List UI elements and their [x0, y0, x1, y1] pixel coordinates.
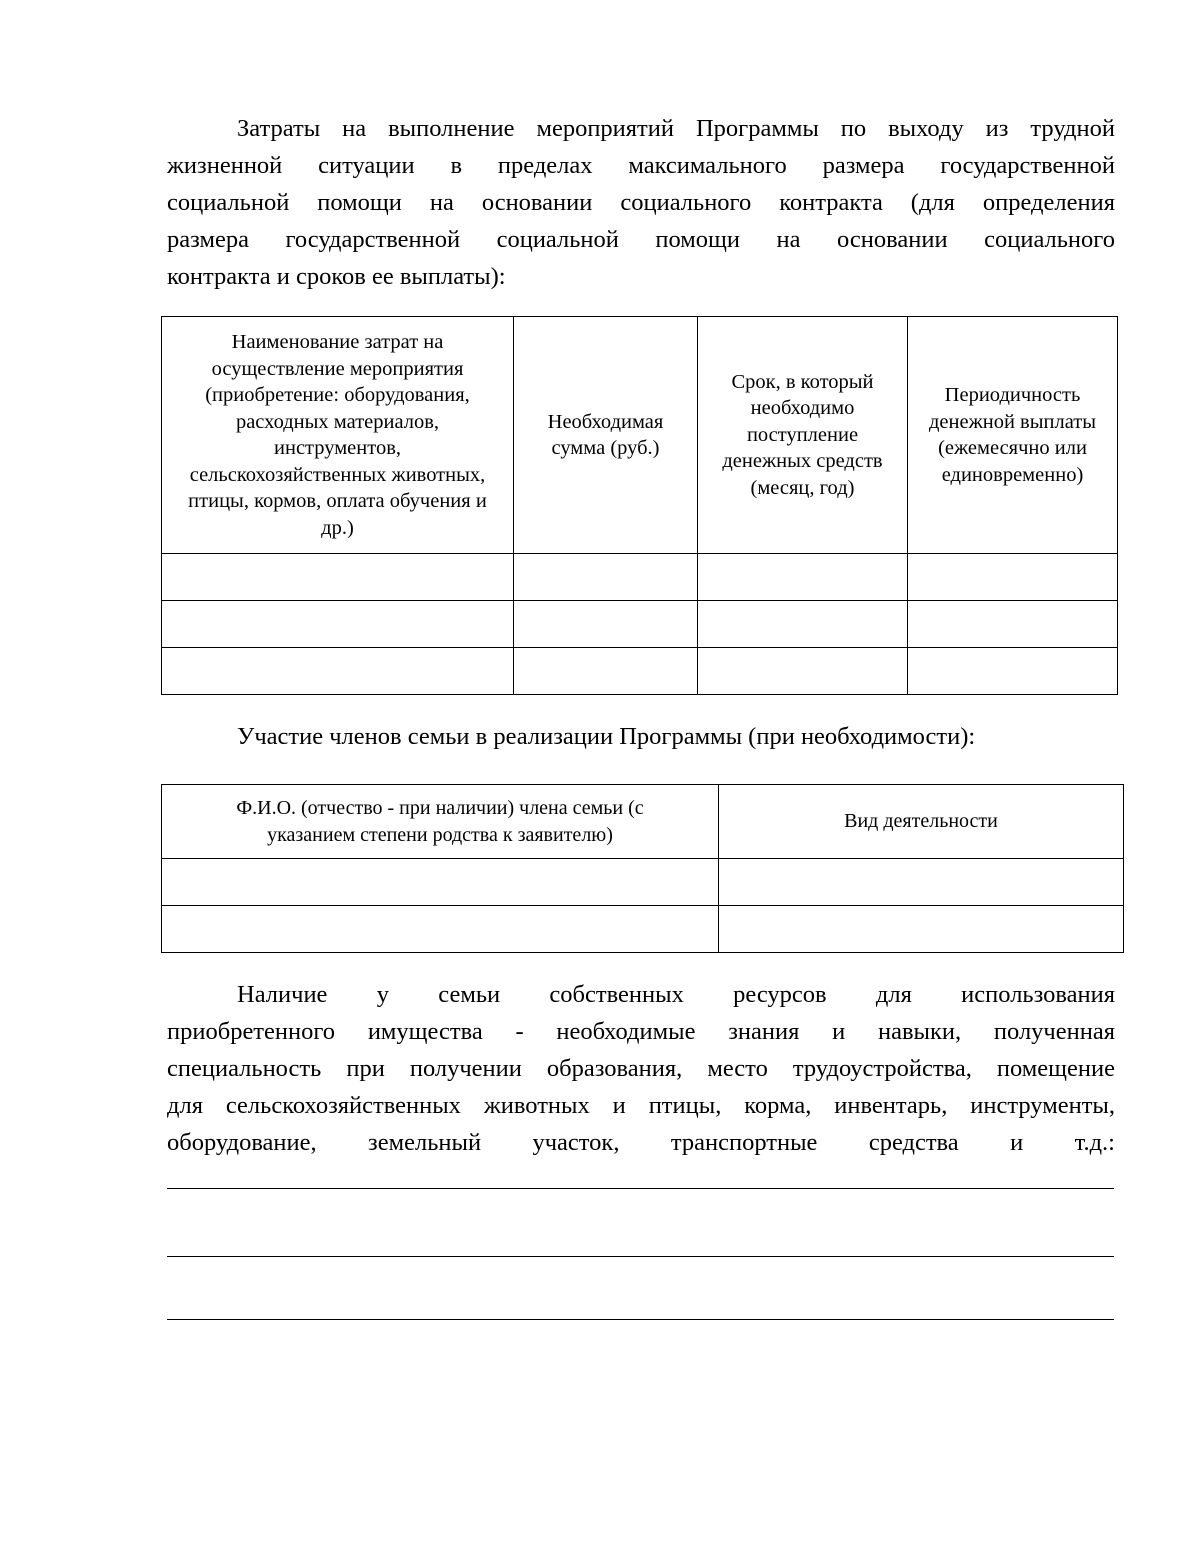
- costs-header-expense-name: Наименование затрат на осуществление мероприятия (приобретение: оборудования, расходных материалов, инструментов, сельскохозяйственных животных, птицы, кормов, оплата обучения и др.): [162, 317, 514, 554]
- resources-paragraph-line: Наличие у семьи собственных ресурсов для использования: [237, 981, 1115, 1008]
- table-row: [162, 648, 1118, 695]
- costs-paragraph-line: Затраты на выполнение мероприятий Программы по выходу из трудной: [237, 115, 1115, 142]
- table-cell[interactable]: [698, 648, 908, 695]
- costs-paragraph-line: социальной помощи на основании социального контракта (для определения: [167, 189, 1115, 216]
- resources-paragraph-line: приобретенного имущества - необходимые знания и навыки, полученная: [167, 1018, 1115, 1045]
- family-table-header-row: [162, 785, 1124, 859]
- costs-header-periodicity: Периодичность денежной выплаты (ежемесячно или единовременно): [908, 317, 1118, 554]
- costs-table-header-row: [162, 317, 1118, 554]
- family-header-activity: Вид деятельности: [719, 785, 1124, 859]
- table-cell[interactable]: [514, 648, 698, 695]
- costs-paragraph-line: размера государственной социальной помощи на основании социального: [167, 226, 1115, 253]
- table-cell[interactable]: [908, 648, 1118, 695]
- table-cell[interactable]: [908, 601, 1118, 648]
- fill-in-line[interactable]: [167, 1319, 1114, 1320]
- table-cell[interactable]: [514, 554, 698, 601]
- fill-in-line[interactable]: [167, 1188, 1114, 1189]
- table-cell[interactable]: [698, 554, 908, 601]
- table-cell[interactable]: [908, 554, 1118, 601]
- table-cell[interactable]: [162, 648, 514, 695]
- table-cell[interactable]: [719, 906, 1124, 953]
- table-row: [162, 859, 1124, 906]
- family-participation-heading: Участие членов семьи в реализации Программы (при необходимости):: [237, 723, 976, 750]
- fill-in-line[interactable]: [167, 1256, 1114, 1257]
- table-cell[interactable]: [162, 554, 514, 601]
- resources-paragraph-line: оборудование, земельный участок, транспортные средства и т.д.:: [167, 1129, 1115, 1156]
- table-cell[interactable]: [698, 601, 908, 648]
- table-row: [162, 601, 1118, 648]
- costs-paragraph-line: контракта и сроков ее выплаты):: [167, 263, 506, 290]
- table-cell[interactable]: [162, 906, 719, 953]
- costs-table: [161, 316, 1118, 695]
- table-row: [162, 554, 1118, 601]
- costs-header-deadline: Срок, в который необходимо поступление денежных средств (месяц, год): [698, 317, 908, 554]
- resources-paragraph: [167, 976, 1115, 1161]
- resources-paragraph-line: для сельскохозяйственных животных и птицы, корма, инвентарь, инструменты,: [167, 1092, 1115, 1119]
- resources-paragraph-line: специальность при получении образования, место трудоустройства, помещение: [167, 1055, 1115, 1082]
- table-row: [162, 906, 1124, 953]
- table-cell[interactable]: [162, 859, 719, 906]
- table-cell[interactable]: [719, 859, 1124, 906]
- family-table: [161, 784, 1124, 953]
- costs-paragraph: [167, 110, 1115, 295]
- table-cell[interactable]: [514, 601, 698, 648]
- costs-header-amount: Необходимая сумма (руб.): [514, 317, 698, 554]
- family-header-name: Ф.И.О. (отчество - при наличии) члена семьи (с указанием степени родства к заявителю): [162, 785, 719, 859]
- table-cell[interactable]: [162, 601, 514, 648]
- costs-paragraph-line: жизненной ситуации в пределах максимального размера государственной: [167, 152, 1115, 179]
